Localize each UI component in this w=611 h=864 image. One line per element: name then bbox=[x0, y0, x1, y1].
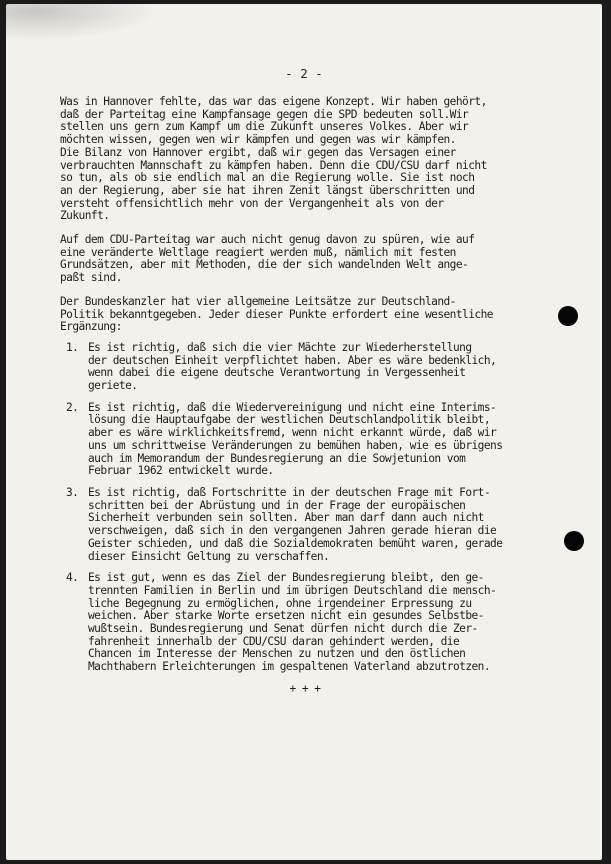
list-item-text: Es ist richtig, daß Fortschritte in der deutschen Frage mit Fort- schritten bei der Abrüstung und in der Frage der europäischen Sicherheit verbunden sein sollten. Aber man darf dann auch nicht verschweigen, daß sich in den vergangenen Jahren gerade hieran die Geister schieden, und daß die Sozialdemokraten bemüht waren, gerade dieser Einsicht Geltung zu verschaffen. bbox=[88, 485, 503, 563]
document-page bbox=[6, 4, 602, 860]
list-item-number: 4. bbox=[66, 571, 79, 585]
document-body bbox=[60, 96, 580, 696]
paragraph-hannover: Was in Hannover fehlte, das war das eigene Konzept. Wir haben gehört, daß der Parteitag eine Kampfansage gegen die SPD bedeuten soll.Wir stellen uns gern zum Kampf um die Zukunft unseres Volkes. Aber wir möchten wissen, gegen wen wir kämpfen und gegen was wir kämpfen. Die Bilanz von Hannover ergibt, daß wir gegen das Versagen einer verbrauchten Mannschaft zu kämpfen haben. Denn die CDU/CSU darf nicht so tun, als ob sie endlich mal an die Regierung wolle. Sie ist noch an der Regierung, aber sie hat ihren Zenit längst überschritten und versteht offensichtlich mehr von der Vergangenheit als von der Zukunft. bbox=[60, 95, 487, 223]
punch-hole-upper bbox=[558, 306, 578, 326]
leitsaetze-list bbox=[60, 342, 580, 674]
list-item-number: 2. bbox=[66, 400, 79, 414]
end-mark: + + + bbox=[289, 681, 321, 695]
scan-shadow bbox=[6, 4, 156, 40]
list-item-text: Es ist gut, wenn es das Ziel der Bundesregierung bleibt, den ge- trennten Familien in Berlin und im übrigen Deutschland die mensch- liche Begegnung zu ermöglichen, ohne irgendeiner Erpressung zu weichen. Aber starke Worte ersetzen nicht ein gesundes Selbstbe- wußtsein. Bundesregierung und Senat dürfen nicht durch die Zer- fahrenheit innerhalb der CDU/CSU daran gehindert werden, die Chancen im Interesse der Menschen zu nutzen und den östlichen Machthabern Erleichterungen im gespaltenen Vaterland abzutrotzen. bbox=[88, 571, 497, 674]
page-number: - 2 - bbox=[285, 66, 323, 81]
paragraph-leitsaetze: Der Bundeskanzler hat vier allgemeine Leitsätze zur Deutschland- Politik bekanntgegeben. Jeder dieser Punkte erfordert eine wesentliche Ergänzung: bbox=[60, 294, 493, 334]
list-item bbox=[60, 342, 580, 393]
list-item-text: Es ist richtig, daß sich die vier Mächte zur Wiederherstellung der deutschen Einheit verpflichtet haben. Aber es wäre bedenklich, wenn dabei die eigene deutsche Verantwortung in Vergessenheit geriete. bbox=[88, 340, 497, 393]
list-item bbox=[60, 487, 580, 563]
list-item-text: Es ist richtig, daß die Wiedervereinigung und nicht eine Interims- lösung die Hauptaufgabe der westlichen Deutschlandpolitik bleibt, aber es wäre wirklichkeitsfremd, wenn nicht erkannt würde, daß wir uns um schrittweise Veränderungen zu bemühen haben, wie es übrigens auch im Memorandum der Bundesregierung an die Sowjetunion vom Februar 1962 entwickelt wurde. bbox=[88, 400, 503, 478]
punch-hole-lower bbox=[564, 531, 584, 551]
list-item-number: 1. bbox=[66, 340, 79, 354]
list-item bbox=[60, 572, 580, 674]
paragraph-parteitag: Auf dem CDU-Parteitag war auch nicht genug davon zu spüren, wie auf eine veränderte Weltlage reagiert werden muß, nämlich mit festen Grundsätzen, aber mit Methoden, die der sich wandelnden Welt ange- paßt sind. bbox=[60, 233, 475, 285]
list-item bbox=[60, 402, 580, 478]
list-item-number: 3. bbox=[66, 485, 79, 499]
